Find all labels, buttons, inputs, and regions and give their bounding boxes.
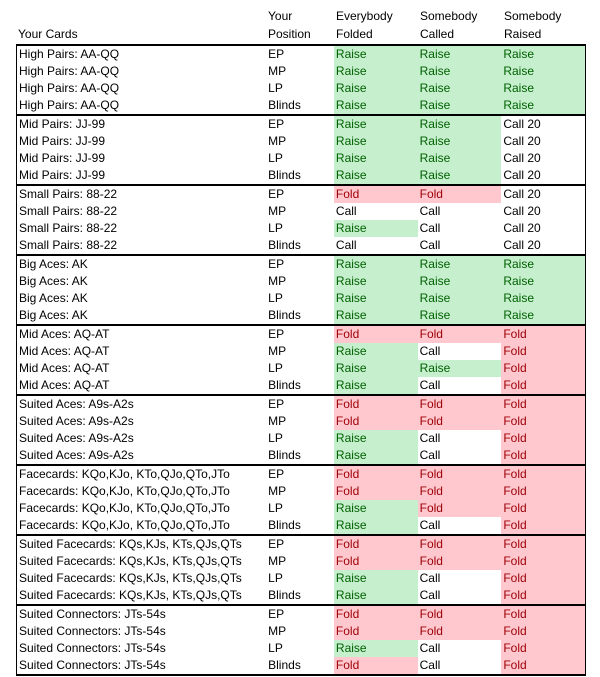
somebody-raised-cell: Fold [501,360,585,377]
hand-cell: Mid Aces: AQ-AT [19,344,110,358]
table-row [17,623,585,640]
somebody-called-cell: Raise [418,167,502,184]
everybody-folded-cell: Raise [334,150,418,167]
table-row [17,290,585,307]
header-everybody-folded-line1: Everybody [336,9,393,23]
position-cell: EP [268,117,285,131]
table-row [17,307,585,324]
hand-cell: High Pairs: AA-QQ [19,98,120,112]
somebody-raised-cell: Call 20 [501,186,585,203]
everybody-folded-cell: Raise [334,273,418,290]
somebody-called-cell: Raise [418,273,502,290]
somebody-raised-cell: Raise [501,63,585,80]
everybody-folded-cell: Call [334,203,418,220]
position-cell: EP [268,187,285,201]
position-cell: LP [268,641,283,655]
table-row [17,150,585,167]
position-cell: LP [268,431,283,445]
table-row [17,273,585,290]
hand-cell: Suited Facecards: KQs,KJs, KTs,QJs,QTs [19,537,242,551]
table-row [17,63,585,80]
somebody-called-cell: Call [418,587,502,604]
somebody-called-cell: Call [418,640,502,657]
table-row [17,326,585,343]
somebody-raised-cell: Fold [501,466,585,483]
table-row [17,80,585,97]
hand-cell: Mid Pairs: JJ-99 [19,117,106,131]
hand-cell: Small Pairs: 88-22 [19,221,118,235]
everybody-folded-cell: Raise [334,517,418,534]
table-row [17,167,585,184]
position-cell: MP [268,274,287,288]
table-row [17,517,585,534]
hand-cell: Big Aces: AK [19,308,88,322]
position-cell: LP [268,221,283,235]
table-row [17,186,585,203]
somebody-raised-cell: Fold [501,587,585,604]
position-cell: MP [268,484,287,498]
somebody-called-cell: Call [418,657,502,674]
hand-group [17,254,585,324]
position-cell: Blinds [268,658,301,672]
somebody-called-cell: Fold [418,186,502,203]
everybody-folded-cell: Raise [334,570,418,587]
everybody-folded-cell: Fold [334,413,418,430]
table-row [17,237,585,254]
somebody-called-cell: Call [418,343,502,360]
position-cell: MP [268,344,287,358]
somebody-raised-cell: Fold [501,413,585,430]
somebody-called-cell: Fold [418,396,502,413]
somebody-called-cell: Raise [418,256,502,273]
table-row [17,466,585,483]
somebody-raised-cell: Raise [501,307,585,324]
somebody-called-cell: Raise [418,307,502,324]
everybody-folded-cell: Raise [334,500,418,517]
somebody-raised-cell: Call 20 [501,203,585,220]
position-cell: EP [268,607,285,621]
somebody-called-cell: Fold [418,623,502,640]
somebody-called-cell: Raise [418,133,502,150]
somebody-raised-cell: Fold [501,326,585,343]
everybody-folded-cell: Raise [334,290,418,307]
strategy-sheet [16,8,586,676]
hand-cell: Small Pairs: 88-22 [19,187,118,201]
somebody-raised-cell: Call 20 [501,116,585,133]
position-cell: EP [268,467,285,481]
hand-cell: Facecards: KQo,KJo, KTo,QJo,QTo,JTo [19,501,230,515]
table-row [17,343,585,360]
somebody-raised-cell: Fold [501,553,585,570]
hand-cell: High Pairs: AA-QQ [19,81,120,95]
somebody-raised-cell: Fold [501,606,585,623]
position-cell: Blinds [268,378,301,392]
somebody-raised-cell: Fold [501,343,585,360]
table-row [17,553,585,570]
everybody-folded-cell: Raise [334,116,418,133]
everybody-folded-cell: Raise [334,80,418,97]
table-row [17,256,585,273]
everybody-folded-cell: Raise [334,430,418,447]
hand-group [17,534,585,604]
header-somebody-raised-line1: Somebody [504,9,562,23]
hand-group [17,46,585,114]
somebody-called-cell: Fold [418,536,502,553]
header-position-line1: Your [268,9,293,23]
somebody-called-cell: Fold [418,326,502,343]
everybody-folded-cell: Raise [334,587,418,604]
somebody-raised-cell: Raise [501,273,585,290]
everybody-folded-cell: Fold [334,396,418,413]
hand-cell: Suited Facecards: KQs,KJs, KTs,QJs,QTs [19,571,242,585]
somebody-called-cell: Raise [418,46,502,63]
position-cell: LP [268,151,283,165]
somebody-raised-cell: Fold [501,570,585,587]
hand-cell: Suited Aces: A9s-A2s [19,448,134,462]
position-cell: EP [268,47,285,61]
somebody-called-cell: Fold [418,466,502,483]
somebody-raised-cell: Fold [501,483,585,500]
table-row [17,396,585,413]
somebody-raised-cell: Raise [501,46,585,63]
hand-cell: High Pairs: AA-QQ [19,47,120,61]
somebody-raised-cell: Fold [501,377,585,394]
position-cell: MP [268,624,287,638]
somebody-raised-cell: Call 20 [501,133,585,150]
everybody-folded-cell: Raise [334,360,418,377]
hand-cell: Suited Aces: A9s-A2s [19,397,134,411]
hand-cell: Big Aces: AK [19,274,88,288]
hand-cell: Suited Connectors: JTs-54s [19,624,166,638]
everybody-folded-cell: Fold [334,623,418,640]
somebody-called-cell: Raise [418,80,502,97]
somebody-called-cell: Call [418,447,502,464]
hand-cell: Small Pairs: 88-22 [19,204,118,218]
table-row [17,360,585,377]
somebody-raised-cell: Fold [501,640,585,657]
hand-cell: Big Aces: AK [19,257,88,271]
table-row [17,220,585,237]
somebody-raised-cell: Raise [501,97,585,114]
everybody-folded-cell: Fold [334,553,418,570]
table-row [17,447,585,464]
hand-group [17,394,585,464]
hand-cell: Suited Aces: A9s-A2s [19,414,134,428]
everybody-folded-cell: Raise [334,256,418,273]
somebody-raised-cell: Raise [501,290,585,307]
everybody-folded-cell: Raise [334,133,418,150]
hand-cell: Small Pairs: 88-22 [19,238,118,252]
somebody-called-cell: Raise [418,290,502,307]
hand-cell: Suited Connectors: JTs-54s [19,607,166,621]
everybody-folded-cell: Raise [334,220,418,237]
somebody-called-cell: Fold [418,500,502,517]
hand-cell: Mid Aces: AQ-AT [19,327,110,341]
position-cell: MP [268,414,287,428]
hand-cell: Suited Facecards: KQs,KJs, KTs,QJs,QTs [19,588,242,602]
somebody-raised-cell: Raise [501,256,585,273]
position-cell: EP [268,537,285,551]
table-row [17,606,585,623]
somebody-called-cell: Fold [418,553,502,570]
header-somebody-called-line2: Called [420,27,455,41]
somebody-raised-cell: Call 20 [501,220,585,237]
hand-cell: Mid Aces: AQ-AT [19,378,110,392]
position-cell: Blinds [268,518,301,532]
somebody-raised-cell: Call 20 [501,150,585,167]
position-cell: Blinds [268,238,301,252]
somebody-called-cell: Call [418,220,502,237]
position-cell: Blinds [268,448,301,462]
position-cell: LP [268,81,283,95]
everybody-folded-cell: Raise [334,447,418,464]
somebody-called-cell: Call [418,203,502,220]
somebody-called-cell: Call [418,517,502,534]
everybody-folded-cell: Raise [334,377,418,394]
header-your-cards: Your Cards [18,27,78,41]
table-row [17,203,585,220]
table-row [17,413,585,430]
somebody-called-cell: Call [418,430,502,447]
table-row [17,500,585,517]
somebody-called-cell: Fold [418,413,502,430]
somebody-raised-cell: Fold [501,517,585,534]
hand-cell: Suited Aces: A9s-A2s [19,431,134,445]
everybody-folded-cell: Fold [334,536,418,553]
position-cell: Blinds [268,98,301,112]
somebody-called-cell: Fold [418,606,502,623]
position-cell: EP [268,397,285,411]
somebody-raised-cell: Fold [501,536,585,553]
somebody-raised-cell: Fold [501,396,585,413]
everybody-folded-cell: Fold [334,606,418,623]
table-body [16,44,586,676]
somebody-raised-cell: Fold [501,447,585,464]
somebody-raised-cell: Fold [501,623,585,640]
hand-cell: Facecards: KQo,KJo, KTo,QJo,QTo,JTo [19,484,230,498]
hand-cell: Facecards: KQo,KJo, KTo,QJo,QTo,JTo [19,518,230,532]
hand-group [17,464,585,534]
hand-group [17,114,585,184]
hand-cell: Mid Pairs: JJ-99 [19,134,106,148]
everybody-folded-cell: Fold [334,186,418,203]
somebody-raised-cell: Raise [501,80,585,97]
everybody-folded-cell: Raise [334,307,418,324]
hand-cell: Facecards: KQo,KJo, KTo,QJo,QTo,JTo [19,467,230,481]
header-somebody-called-line1: Somebody [420,9,478,23]
everybody-folded-cell: Raise [334,640,418,657]
somebody-called-cell: Raise [418,97,502,114]
position-cell: MP [268,204,287,218]
table-row [17,430,585,447]
header-row [16,8,586,44]
table-row [17,587,585,604]
everybody-folded-cell: Fold [334,657,418,674]
everybody-folded-cell: Call [334,237,418,254]
somebody-called-cell: Raise [418,150,502,167]
hand-group [17,604,585,674]
position-cell: LP [268,361,283,375]
somebody-called-cell: Call [418,237,502,254]
somebody-called-cell: Fold [418,483,502,500]
position-cell: Blinds [268,588,301,602]
somebody-raised-cell: Fold [501,500,585,517]
somebody-raised-cell: Call 20 [501,237,585,254]
table-row [17,97,585,114]
somebody-called-cell: Raise [418,116,502,133]
table-row [17,116,585,133]
position-cell: EP [268,327,285,341]
position-cell: LP [268,291,283,305]
somebody-raised-cell: Fold [501,657,585,674]
somebody-called-cell: Call [418,570,502,587]
everybody-folded-cell: Fold [334,466,418,483]
somebody-called-cell: Raise [418,360,502,377]
position-cell: Blinds [268,168,301,182]
somebody-called-cell: Raise [418,63,502,80]
everybody-folded-cell: Raise [334,343,418,360]
hand-cell: Suited Facecards: KQs,KJs, KTs,QJs,QTs [19,554,242,568]
position-cell: MP [268,554,287,568]
hand-cell: Suited Connectors: JTs-54s [19,658,166,672]
table-row [17,536,585,553]
position-cell: Blinds [268,308,301,322]
hand-group [17,324,585,394]
table-row [17,46,585,63]
position-cell: LP [268,501,283,515]
somebody-raised-cell: Fold [501,430,585,447]
somebody-called-cell: Call [418,377,502,394]
hand-cell: Mid Pairs: JJ-99 [19,168,106,182]
table-row [17,483,585,500]
table-row [17,377,585,394]
header-everybody-folded-line2: Folded [336,27,373,41]
everybody-folded-cell: Raise [334,46,418,63]
table-row [17,657,585,674]
hand-cell: Suited Connectors: JTs-54s [19,641,166,655]
everybody-folded-cell: Raise [334,97,418,114]
hand-group [17,184,585,254]
hand-cell: High Pairs: AA-QQ [19,64,120,78]
position-cell: EP [268,257,285,271]
everybody-folded-cell: Fold [334,483,418,500]
table-row [17,640,585,657]
everybody-folded-cell: Fold [334,326,418,343]
hand-cell: Mid Pairs: JJ-99 [19,151,106,165]
somebody-raised-cell: Call 20 [501,167,585,184]
hand-cell: Mid Aces: AQ-AT [19,361,110,375]
table-row [17,570,585,587]
header-somebody-raised-line2: Raised [504,27,542,41]
position-cell: MP [268,64,287,78]
hand-cell: Big Aces: AK [19,291,88,305]
everybody-folded-cell: Raise [334,63,418,80]
position-cell: MP [268,134,287,148]
everybody-folded-cell: Raise [334,167,418,184]
table-row [17,133,585,150]
position-cell: LP [268,571,283,585]
header-position-line2: Position [268,27,311,41]
